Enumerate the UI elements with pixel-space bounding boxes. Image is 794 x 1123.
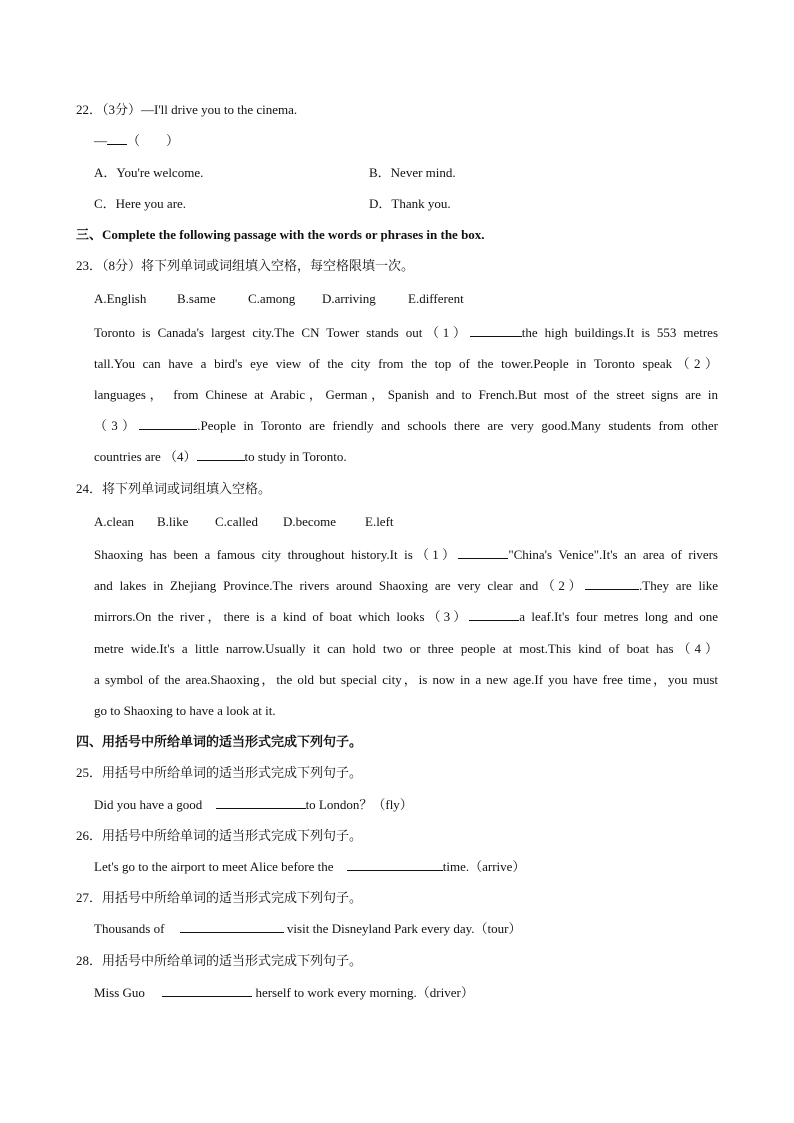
q27-text-after: visit the Disneyland Park every day.（tour） — [286, 921, 522, 936]
q24-blank-2[interactable] — [585, 577, 639, 590]
q25-text-after: to London？（fly） — [305, 797, 413, 812]
q24-passage-line-1 — [94, 546, 718, 564]
q24-option-d: D.become — [283, 514, 337, 529]
q26-stem: 26．用括号中所给单词的适当形式完成下列句子。 — [76, 828, 363, 843]
q24-text: .They are like — [639, 578, 718, 593]
q24-option-e: E.left — [365, 514, 394, 529]
q27-sentence — [94, 920, 521, 938]
q22-option-d[interactable]: D．Thank you. — [369, 196, 451, 211]
q22-blank[interactable] — [107, 132, 127, 145]
q27-stem: 27．用括号中所给单词的适当形式完成下列句子。 — [76, 890, 363, 905]
q24-option-b: B.like — [157, 514, 189, 529]
q24-text: "China's Venice".It's an area of rivers — [508, 547, 718, 562]
q22-option-a[interactable]: A．You're welcome. — [94, 165, 204, 180]
section-3-title: 三、Complete the following passage with the words or phrases in the box. — [76, 227, 485, 242]
q22-reply — [94, 132, 179, 150]
q24-text: Shaoxing has been a famous city throughout history.It is（1） — [94, 547, 459, 562]
q26-text-before: Let's go to the airport to meet Alice before the — [94, 859, 334, 874]
q22-paren: （ ） — [127, 133, 180, 148]
q23-blank-4[interactable] — [197, 448, 245, 461]
q24-text: a leaf.It's four metres long and one — [519, 609, 718, 624]
q23-text: the high buildings.It is 553 metres — [521, 325, 718, 340]
q23-text: （3） — [94, 418, 140, 433]
q23-option-a: A.English — [94, 291, 147, 306]
q24-option-c: C.called — [215, 514, 258, 529]
q24-stem: 24．将下列单词或词组填入空格。 — [76, 481, 272, 496]
q23-text: to study in Toronto. — [244, 449, 347, 464]
section-4-title: 四、用括号中所给单词的适当形式完成下列句子。 — [76, 734, 363, 749]
q23-option-d: D.arriving — [322, 291, 376, 306]
q23-passage-line-5 — [94, 448, 347, 466]
q28-blank[interactable] — [162, 984, 252, 997]
q25-stem: 25．用括号中所给单词的适当形式完成下列句子。 — [76, 765, 363, 780]
q23-blank-3[interactable] — [139, 417, 197, 430]
q24-text: mirrors.On the river，there is a kind of boat which looks（3） — [94, 609, 470, 624]
q28-text-before: Miss Guo — [94, 985, 145, 1000]
q23-blank-1[interactable] — [470, 324, 522, 337]
q24-passage-line-4: metre wide.It's a little narrow.Usually it can hold two or three people at most.This kind of boat has（4） — [94, 641, 718, 656]
q23-stem: 23．（8分）将下列单词或词组填入空格，每空格限填一次。 — [76, 258, 415, 273]
q23-passage-line-1 — [94, 324, 718, 342]
q26-sentence — [94, 858, 525, 876]
q24-text: and lakes in Zhejiang Province.The rivers around Shaoxing are very clear and（2） — [94, 578, 586, 593]
q24-passage-line-3 — [94, 608, 718, 626]
q27-text-before: Thousands of — [94, 921, 165, 936]
q23-option-b: B.same — [177, 291, 216, 306]
q28-text-after: herself to work every morning.（driver） — [255, 985, 474, 1000]
q28-stem: 28．用括号中所给单词的适当形式完成下列句子。 — [76, 953, 363, 968]
q24-passage-line-2 — [94, 577, 718, 595]
q23-passage-line-2: tall.You can have a bird's eye view of the city from the top of the tower.People in Toronto speak（2） — [94, 356, 718, 371]
q26-blank[interactable] — [347, 858, 443, 871]
q23-text: countries are （4） — [94, 449, 197, 464]
q24-option-a: A.clean — [94, 514, 135, 529]
q23-text: Toronto is Canada's largest city.The CN Tower stands out（1） — [94, 325, 470, 340]
q25-blank[interactable] — [216, 796, 306, 809]
q28-sentence — [94, 984, 474, 1002]
q24-blank-3[interactable] — [469, 608, 519, 621]
q23-option-c: C.among — [248, 291, 296, 306]
q23-text: .People in Toronto are friendly and schools there are very good.Many students from other — [197, 418, 718, 433]
q22-stem: 22．（3分）—I'll drive you to the cinema. — [76, 102, 298, 117]
q23-passage-line-4 — [94, 417, 718, 435]
q24-blank-1[interactable] — [458, 546, 508, 559]
q26-text-after: time.（arrive） — [442, 859, 526, 874]
q22-option-b[interactable]: B．Never mind. — [369, 165, 456, 180]
q22-option-c[interactable]: C．Here you are. — [94, 196, 187, 211]
q23-option-e: E.different — [408, 291, 464, 306]
q25-sentence — [94, 796, 413, 814]
q25-text-before: Did you have a good — [94, 797, 203, 812]
q27-blank[interactable] — [180, 920, 284, 933]
q24-passage-line-5: a symbol of the area.Shaoxing，the old but special city，is now in a new age.If you have free time，you must — [94, 672, 718, 687]
q24-passage-line-6: go to Shaoxing to have a look at it. — [94, 703, 276, 718]
q23-passage-line-3: languages， from Chinese at Arabic，German，Spanish and to French.But most of the street signs are in — [94, 387, 718, 402]
q22-reply-dash: — — [94, 133, 107, 148]
